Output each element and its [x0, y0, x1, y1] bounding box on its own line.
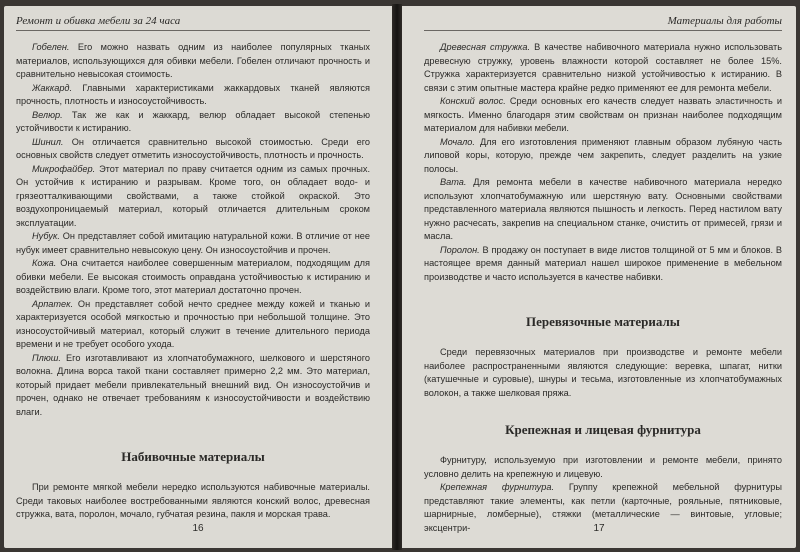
paragraph — [16, 163, 370, 231]
paragraph — [16, 41, 370, 82]
paragraph-text: При ремонте мягкой мебели нередко используются набивочные материалы. Среди таковых наиболее востребованными являются конский волос, древесная стружка, вата, поролон, мочало, губчатая резина, пакля и морская трава. — [16, 482, 370, 519]
body-text — [16, 41, 370, 419]
paragraph — [424, 244, 782, 285]
paragraph-text: Для ремонта мебели в качестве набивочного материала нередко используют хлопчатобумажную или шерстяную вату. Основными свойствами представленного материала являются пышность и легкость. Перед настилом вату нужно расчесать, закрепив на специальном станке, очистить от примесей, грязи и масла. — [424, 177, 782, 241]
paragraph — [16, 109, 370, 136]
term-label: Плюш. — [32, 352, 61, 363]
book-gutter — [392, 4, 402, 550]
paragraph-text: Его изготавливают из хлопчатобумажного, шелкового и шерстяного волокна. Длина ворса такой ткани составляет примерно 2,2 мм. Это материал, который придает мебели привлекательный внешний вид. Он износоустойчив и прочен, однако не отвечает требованиям к износоустойчивости и воздействию влаги. — [16, 352, 370, 417]
section-heading: Перевязочные материалы — [526, 314, 680, 329]
section-text — [16, 481, 370, 522]
term-label: Велюр. — [32, 109, 63, 120]
paragraph — [16, 481, 370, 522]
term-label: Арпатек. — [32, 298, 74, 309]
running-head: Ремонт и обивка мебели за 24 часа — [16, 14, 370, 31]
term-label: Поролон. — [440, 244, 480, 255]
paragraph — [424, 346, 782, 400]
section-heading: Крепежная и лицевая фурнитура — [505, 422, 701, 437]
paragraph — [16, 257, 370, 298]
term-label: Гобелен. — [32, 42, 70, 52]
paragraph — [424, 136, 782, 177]
paragraph — [16, 352, 370, 420]
paragraph-text: Он представляет собой нечто среднее между кожей и тканью и характеризуется особой мягкостью и прочностью при небольшой толщине. Это износоустойчивый материал, который служит в течение длительного периода времени и не требует особого ухода. — [16, 298, 370, 349]
paragraph — [424, 95, 782, 136]
page-number: 16 — [192, 523, 204, 534]
term-label: Шинил. — [32, 136, 64, 147]
term-label: Микрофайбер. — [32, 163, 96, 174]
paragraph-text: Среди основных его качеств следует назвать эластичность и мягкость. Именно благодаря этим свойствам он признан наиболее подходящим материалом для набивки мебели. — [424, 96, 782, 133]
term-label: Древесная стружка. — [440, 42, 531, 52]
section-text — [424, 346, 782, 400]
paragraph-text: Она считается наиболее совершенным материалом, подходящим для обивки мебели. Ее высокая стоимость оправдана устойчивостью к истиранию и воздействию влаги. Кроме того, этот материал достаточно прочен. — [16, 258, 370, 295]
section-heading: Набивочные материалы — [121, 449, 265, 464]
paragraph — [16, 136, 370, 163]
left-page — [4, 6, 392, 548]
paragraph-text: В продажу он поступает в виде листов толщиной от 5 мм и блоков. В настоящее время данный материал нашел широкое применение в мебельном производстве и часто используется в качестве набивки. — [424, 244, 782, 282]
term-label: Жаккард. — [32, 82, 73, 93]
paragraph — [16, 230, 370, 257]
paragraph-text: Так же как и жаккард, велюр обладает высокой степенью устойчивости к истиранию. — [16, 109, 370, 133]
running-head: Материалы для работы — [424, 14, 782, 31]
paragraph-text: Группу крепежной мебельной фурнитуры представляют такие элементы, как петли (карточные, рояльные, пятниковые, шарнирные, ломберные), стяжки (металлические — винтовые, угловые; эксцентри- — [424, 482, 782, 533]
term-label: Мочало. — [440, 136, 475, 147]
page-number: 17 — [593, 523, 605, 534]
paragraph — [16, 82, 370, 109]
paragraph-text: Среди перевязочных материалов при производстве и ремонте мебели наиболее распространенными являются следующие: веревка, шпагат, нитки (катушечные и суровые), шнуры и тесьма, изготовленные из хлопчатобумажных волокон, а также шелковая пряжа. — [424, 347, 782, 398]
paragraph — [424, 176, 782, 244]
paragraph-text: В качестве набивочного материала нужно использовать древесную стружку, уровень влажности которой составляет не более 15%. Стружка характеризуется сравнительно низкой устойчивостью к истиранию. В связи с этим опытные мастера крайне редко применяют ее для ремонта мебели. — [424, 42, 782, 93]
paragraph — [16, 298, 370, 352]
right-page — [402, 6, 796, 548]
term-label: Вата. — [440, 177, 467, 187]
term-label: Нубук. — [32, 231, 60, 241]
paragraph — [424, 454, 782, 481]
body-text — [424, 41, 782, 284]
term-label: Конский волос. — [440, 96, 506, 106]
paragraph-text: Главными характеристиками жаккардовых тканей являются прочность, плотность и износоустойчивость. — [16, 82, 370, 106]
paragraph-text: Он представляет собой имитацию натуральной кожи. В отличие от нее нубук имеет сравнительно невысокую цену. Он износоустойчив и прочен. — [16, 231, 370, 255]
term-label: Кожа. — [32, 258, 57, 268]
term-label: Крепежная фурнитура. — [440, 482, 555, 492]
paragraph-text: Фурнитуру, используемую при изготовлении и ремонте мебели, принято условно делить на крепежную и лицевую. — [424, 455, 782, 479]
paragraph-text: Для его изготовления применяют главным образом лубяную часть липовой коры, которую, прежде чем закрепить, следует разделить на узкие полосы. — [424, 136, 782, 174]
paragraph-text: Этот материал по праву считается одним из самых прочных. Он устойчив к истиранию и разрывам. Кроме того, он обладает водо- и грязеотталкивающими свойствами, а также стойкой окраской. Это воздухопроницаемый материал, который отличается длительным сроком эксплуатации. — [16, 163, 370, 228]
paragraph — [424, 41, 782, 95]
paragraph-text: Он отличается сравнительно высокой стоимостью. Среди его основных свойств следует отметить износоустойчивость, плотность и прочность. — [16, 136, 370, 160]
paragraph-text: Его можно назвать одним из наиболее популярных тканых материалов, использующихся для обивки мебели. Гобелен отличают прочность и сравнительно невысокая стоимость. — [16, 42, 370, 79]
